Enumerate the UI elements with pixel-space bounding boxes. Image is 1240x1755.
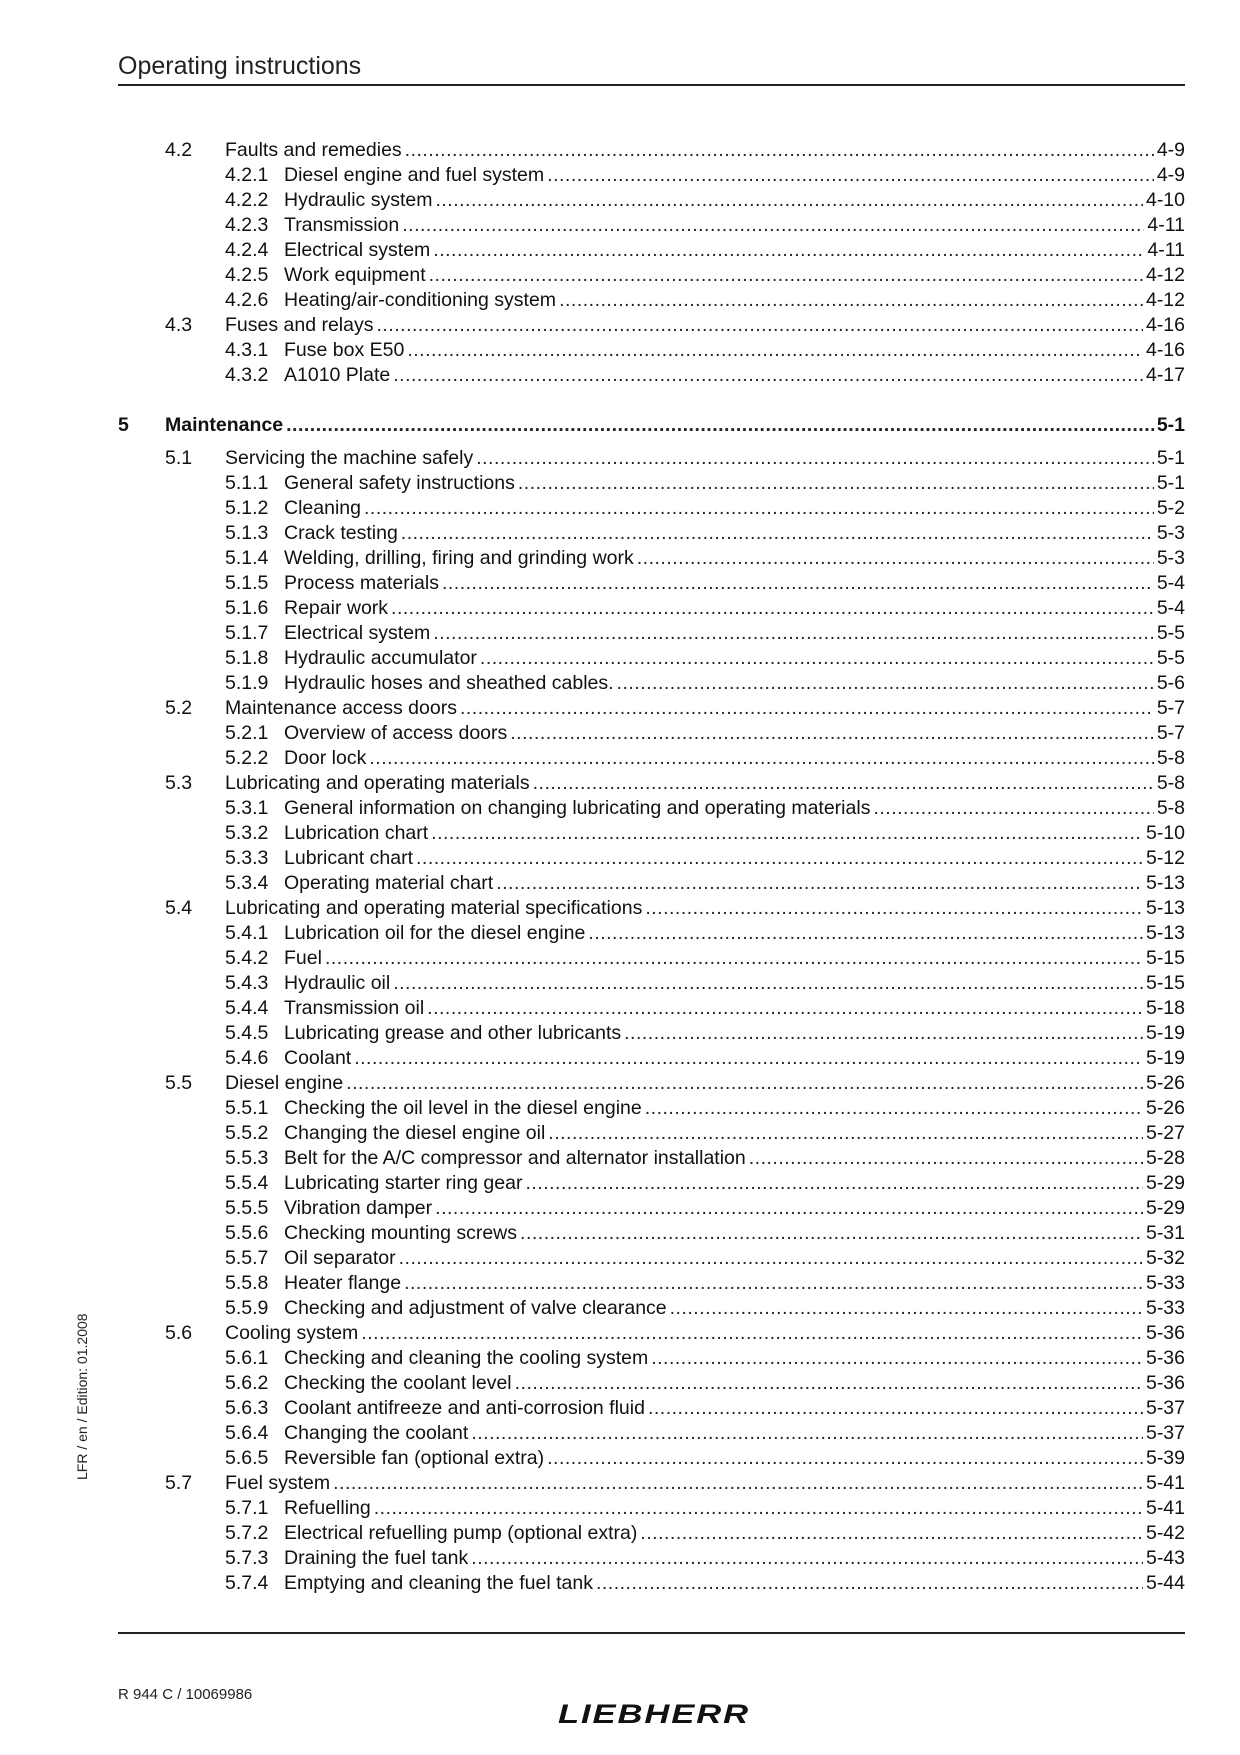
toc-entry-number: 5.7 — [165, 1472, 193, 1494]
toc-entry-page: 5-4 — [1156, 572, 1185, 594]
toc-entry-page: 5-36 — [1145, 1372, 1185, 1394]
toc-leader-dots — [399, 1247, 1143, 1270]
toc-entry-page: 4-17 — [1145, 364, 1185, 386]
toc-entry-page: 5-37 — [1145, 1397, 1185, 1419]
toc-entry — [118, 1298, 1185, 1323]
toc-entry-number: 5.7.3 — [225, 1547, 269, 1569]
toc-leader-dots — [364, 497, 1154, 520]
toc-entry — [118, 623, 1185, 648]
toc-entry-page: 5-3 — [1156, 522, 1185, 544]
toc-entry-title: Lubricating and operating material specifications — [225, 897, 643, 919]
toc-entry-title: Crack testing — [284, 522, 398, 544]
toc-entry — [118, 1398, 1185, 1423]
toc-entry-number: 5.1.4 — [225, 547, 269, 569]
toc-entry-number: 5.3.2 — [225, 822, 269, 844]
toc-leader-dots — [460, 697, 1154, 720]
toc-entry-page: 5-3 — [1156, 547, 1185, 569]
toc-entry — [118, 973, 1185, 998]
toc-entry-number: 4.2.4 — [225, 239, 269, 261]
toc-entry-number: 5.4.4 — [225, 997, 269, 1019]
toc-entry-page: 5-13 — [1145, 922, 1185, 944]
toc-leader-dots — [431, 822, 1143, 845]
toc-entry — [118, 723, 1185, 748]
toc-entry-page: 5-15 — [1145, 947, 1185, 969]
toc-leader-dots — [286, 414, 1154, 437]
toc-entry — [118, 1073, 1185, 1098]
toc-entry-number: 5.5 — [165, 1072, 193, 1094]
toc-entry-number: 5.7.4 — [225, 1572, 269, 1594]
toc-leader-dots — [361, 1322, 1143, 1345]
toc-entry-number: 5.4 — [165, 897, 193, 919]
toc-leader-dots — [471, 1422, 1143, 1445]
toc-entry-number: 4.3.1 — [225, 339, 269, 361]
toc-leader-dots — [393, 364, 1143, 387]
toc-entry — [118, 1423, 1185, 1448]
toc-entry — [118, 673, 1185, 698]
toc-entry-title: Oil separator — [284, 1247, 396, 1269]
toc-entry-title: Changing the coolant — [284, 1422, 469, 1444]
toc-leader-dots — [369, 747, 1153, 770]
toc-leader-dots — [749, 1147, 1143, 1170]
toc-entry-title: Electrical system — [284, 239, 431, 261]
toc-entry-number: 5 — [118, 414, 129, 436]
toc-entry-number: 4.2.2 — [225, 189, 269, 211]
toc-entry-page: 4-12 — [1145, 264, 1185, 286]
toc-entry — [118, 873, 1185, 898]
toc-entry-title: Checking and adjustment of valve clearance — [284, 1297, 667, 1319]
toc-leader-dots — [510, 722, 1154, 745]
toc-leader-dots — [624, 1022, 1143, 1045]
toc-entry-number: 5.3.1 — [225, 797, 269, 819]
toc-entry-title: Checking mounting screws — [284, 1222, 518, 1244]
toc-entry — [118, 1223, 1185, 1248]
toc-leader-dots — [377, 314, 1143, 337]
toc-entry — [118, 265, 1185, 290]
toc-entry-title: Process materials — [284, 572, 439, 594]
toc-entry — [118, 898, 1185, 923]
toc-entry-number: 4.2.3 — [225, 214, 269, 236]
toc-entry-page: 5-5 — [1156, 622, 1185, 644]
toc-entry-number: 5.7.2 — [225, 1522, 269, 1544]
toc-entry-page: 5-7 — [1156, 722, 1185, 744]
toc-entry — [118, 1473, 1185, 1498]
toc-entry-title: Refuelling — [284, 1497, 371, 1519]
header-divider — [118, 84, 1185, 86]
toc-entry — [118, 414, 1185, 440]
toc-leader-dots — [496, 872, 1143, 895]
toc-entry-title: General safety instructions — [284, 472, 515, 494]
toc-leader-dots — [333, 1472, 1143, 1495]
toc-entry-page: 5-8 — [1156, 747, 1185, 769]
toc-entry-title: Emptying and cleaning the fuel tank — [284, 1572, 593, 1594]
toc-leader-dots — [416, 847, 1143, 870]
toc-entry-page: 5-1 — [1156, 472, 1185, 494]
toc-entry-number: 5.4.1 — [225, 922, 269, 944]
toc-entry-title: Cooling system — [225, 1322, 359, 1344]
toc-entry-number: 4.3.2 — [225, 364, 269, 386]
toc-leader-dots — [374, 1497, 1143, 1520]
toc-entry — [118, 448, 1185, 473]
toc-leader-dots — [480, 647, 1154, 670]
toc-entry-number: 5.1.5 — [225, 572, 269, 594]
toc-entry-title: Transmission — [284, 214, 400, 236]
toc-entry-page: 5-32 — [1145, 1247, 1185, 1269]
toc-leader-dots — [648, 1397, 1143, 1420]
toc-entry-page: 5-13 — [1145, 897, 1185, 919]
toc-entry-number: 5.5.2 — [225, 1122, 269, 1144]
toc-entry-number: 5.4.5 — [225, 1022, 269, 1044]
toc-leader-dots — [471, 1547, 1143, 1570]
toc-entry-number: 5.3 — [165, 772, 193, 794]
toc-entry — [118, 1148, 1185, 1173]
toc-entry — [118, 1023, 1185, 1048]
toc-entry-page: 5-27 — [1145, 1122, 1185, 1144]
footer-divider — [118, 1632, 1185, 1634]
toc-entry-page: 4-9 — [1156, 139, 1185, 161]
toc-entry — [118, 773, 1185, 798]
toc-entry-title: Lubricant chart — [284, 847, 413, 869]
toc-entry-page: 5-31 — [1145, 1222, 1185, 1244]
toc-entry-number: 5.6.2 — [225, 1372, 269, 1394]
toc-entry — [118, 848, 1185, 873]
toc-leader-dots — [645, 1097, 1143, 1120]
toc-entry — [118, 190, 1185, 215]
toc-entry-number: 5.5.4 — [225, 1172, 269, 1194]
toc-entry-page: 4-11 — [1147, 239, 1185, 261]
toc-leader-dots — [640, 1522, 1143, 1545]
toc-entry — [118, 923, 1185, 948]
toc-leader-dots — [325, 947, 1143, 970]
toc-entry-page: 5-10 — [1145, 822, 1185, 844]
toc-entry — [118, 215, 1185, 240]
toc-entry — [118, 1348, 1185, 1373]
toc-entry-page: 5-29 — [1145, 1172, 1185, 1194]
toc-entry-number: 5.5.8 — [225, 1272, 269, 1294]
toc-leader-dots — [393, 972, 1143, 995]
toc-entry-page: 5-6 — [1156, 672, 1185, 694]
toc-entry-title: Hydraulic hoses and sheathed cables. — [284, 672, 614, 694]
toc-entry-title: Electrical refuelling pump (optional extra) — [284, 1522, 638, 1544]
toc-entry-number: 5.3.4 — [225, 872, 269, 894]
toc-entry — [118, 548, 1185, 573]
toc-entry-title: Draining the fuel tank — [284, 1547, 469, 1569]
toc-entry — [118, 498, 1185, 523]
toc-entry — [118, 1548, 1185, 1573]
toc-entry-number: 5.2.2 — [225, 747, 269, 769]
toc-entry-page: 4-16 — [1145, 314, 1185, 336]
toc-entry-page: 5-36 — [1145, 1347, 1185, 1369]
toc-entry-number: 5.1.6 — [225, 597, 269, 619]
toc-entry-title: Welding, drilling, firing and grinding work — [284, 547, 634, 569]
toc-entry — [118, 1123, 1185, 1148]
toc-entry-page: 5-41 — [1145, 1472, 1185, 1494]
toc-entry-page: 5-42 — [1145, 1522, 1185, 1544]
toc-entry-page: 5-26 — [1145, 1097, 1185, 1119]
toc-entry-page: 5-1 — [1156, 414, 1185, 436]
toc-entry-page: 5-8 — [1156, 772, 1185, 794]
toc-entry-number: 5.6.4 — [225, 1422, 269, 1444]
toc-entry-title: Transmission oil — [284, 997, 425, 1019]
toc-entry-title: Work equipment — [284, 264, 426, 286]
toc-entry-title: Maintenance — [165, 414, 284, 436]
toc-entry — [118, 1248, 1185, 1273]
toc-leader-dots — [433, 622, 1154, 645]
toc-entry — [118, 315, 1185, 340]
toc-entry-page: 5-1 — [1156, 447, 1185, 469]
toc-entry — [118, 1523, 1185, 1548]
toc-entry — [118, 1098, 1185, 1123]
toc-entry — [118, 648, 1185, 673]
toc-leader-dots — [407, 339, 1143, 362]
toc-entry — [118, 698, 1185, 723]
toc-entry — [118, 1373, 1185, 1398]
toc-entry-title: Electrical system — [284, 622, 431, 644]
toc-entry-number: 5.2 — [165, 697, 193, 719]
toc-entry-title: Reversible fan (optional extra) — [284, 1447, 545, 1469]
toc-entry-number: 5.4.6 — [225, 1047, 269, 1069]
toc-entry — [118, 598, 1185, 623]
toc-leader-dots — [433, 239, 1144, 262]
toc-entry-title: Coolant antifreeze and anti-corrosion fluid — [284, 1397, 645, 1419]
toc-entry — [118, 1173, 1185, 1198]
toc-entry-title: Checking the oil level in the diesel engine — [284, 1097, 642, 1119]
toc-entry-title: Lubricating starter ring gear — [284, 1172, 523, 1194]
toc-entry-page: 5-13 — [1145, 872, 1185, 894]
toc-entry-number: 5.5.1 — [225, 1097, 269, 1119]
toc-entry — [118, 523, 1185, 548]
toc-entry-title: Servicing the machine safely — [225, 447, 474, 469]
toc-leader-dots — [442, 572, 1154, 595]
toc-entry-page: 5-43 — [1145, 1547, 1185, 1569]
toc-entry-page: 5-28 — [1145, 1147, 1185, 1169]
toc-entry-title: Lubrication oil for the diesel engine — [284, 922, 586, 944]
toc-leader-dots — [346, 1072, 1143, 1095]
toc-entry — [118, 290, 1185, 315]
toc-leader-dots — [520, 1222, 1143, 1245]
toc-entry-page: 5-7 — [1156, 697, 1185, 719]
toc-leader-dots — [559, 289, 1143, 312]
toc-entry-page: 5-18 — [1145, 997, 1185, 1019]
toc-entry-title: Checking the coolant level — [284, 1372, 512, 1394]
toc-entry-page: 5-12 — [1145, 847, 1185, 869]
toc-entry-title: Coolant — [284, 1047, 352, 1069]
toc-leader-dots — [435, 1197, 1143, 1220]
page-title: Operating instructions — [118, 52, 362, 80]
toc-entry-number: 4.2.6 — [225, 289, 269, 311]
toc-entry-number: 5.6.5 — [225, 1447, 269, 1469]
toc-entry — [118, 1198, 1185, 1223]
toc-entry-page: 5-44 — [1145, 1572, 1185, 1594]
toc-entry-number: 5.2.1 — [225, 722, 269, 744]
toc-entry-title: Heating/air-conditioning system — [284, 289, 557, 311]
toc-leader-dots — [670, 1297, 1143, 1320]
liebherr-logo-text: LIEBHERR — [558, 1700, 750, 1726]
toc-entry — [118, 365, 1185, 390]
toc-entry-page: 5-2 — [1156, 497, 1185, 519]
toc-leader-dots — [651, 1347, 1143, 1370]
toc-leader-dots — [429, 264, 1143, 287]
toc-entry-page: 5-15 — [1145, 972, 1185, 994]
toc-entry-title: Belt for the A/C compressor and alternator installation — [284, 1147, 746, 1169]
toc-entry-number: 5.4.2 — [225, 947, 269, 969]
toc-entry-title: Lubrication chart — [284, 822, 429, 844]
toc-entry-number: 4.2.1 — [225, 164, 269, 186]
toc-leader-dots — [525, 1172, 1143, 1195]
toc-entry-title: Hydraulic oil — [284, 972, 391, 994]
toc-leader-dots — [617, 672, 1154, 695]
toc-entry — [118, 748, 1185, 773]
toc-entry-title: Hydraulic system — [284, 189, 433, 211]
toc-entry-page: 4-16 — [1145, 339, 1185, 361]
toc-entry-number: 5.1.7 — [225, 622, 269, 644]
toc-entry-title: Lubricating grease and other lubricants — [284, 1022, 622, 1044]
toc-entry-title: Fuses and relays — [225, 314, 374, 336]
toc-entry-page: 5-41 — [1145, 1497, 1185, 1519]
toc-entry-title: Heater flange — [284, 1272, 402, 1294]
toc-leader-dots — [476, 447, 1154, 470]
edition-note: LFR / en / Edition: 01.2008 — [74, 1313, 90, 1480]
toc-entry — [118, 340, 1185, 365]
toc-entry — [118, 998, 1185, 1023]
toc-leader-dots — [637, 547, 1154, 570]
toc-entry-number: 5.4.3 — [225, 972, 269, 994]
toc-leader-dots — [404, 1272, 1143, 1295]
toc-entry — [118, 948, 1185, 973]
toc-leader-dots — [427, 997, 1143, 1020]
toc-entry-title: Fuel system — [225, 1472, 331, 1494]
toc-entry-number: 5.1.1 — [225, 472, 269, 494]
toc-entry-number: 5.5.3 — [225, 1147, 269, 1169]
toc-entry-title: Fuse box E50 — [284, 339, 405, 361]
toc-entry-title: A1010 Plate — [284, 364, 391, 386]
toc-entry — [118, 823, 1185, 848]
toc-entry-number: 5.5.9 — [225, 1297, 269, 1319]
toc-leader-dots — [405, 139, 1154, 162]
toc-leader-dots — [402, 214, 1144, 237]
liebherr-logo — [556, 1700, 752, 1726]
toc-entry-number: 5.1.2 — [225, 497, 269, 519]
toc-entry-title: Faults and remedies — [225, 139, 402, 161]
toc-leader-dots — [873, 797, 1153, 820]
toc-entry-page: 5-29 — [1145, 1197, 1185, 1219]
toc-entry-number: 4.2 — [165, 139, 193, 161]
toc-entry-number: 5.6.1 — [225, 1347, 269, 1369]
toc-entry — [118, 1573, 1185, 1598]
toc-leader-dots — [391, 597, 1154, 620]
toc-leader-dots — [533, 772, 1154, 795]
document-id: R 944 C / 10069986 — [118, 1686, 253, 1703]
toc-entry-title: Hydraulic accumulator — [284, 647, 477, 669]
toc-entry-page: 5-5 — [1156, 647, 1185, 669]
toc-leader-dots — [518, 472, 1154, 495]
toc-entry — [118, 1448, 1185, 1473]
toc-leader-dots — [596, 1572, 1143, 1595]
toc-entry-title: Diesel engine — [225, 1072, 344, 1094]
toc-entry — [118, 240, 1185, 265]
toc-entry-title: Fuel — [284, 947, 322, 969]
toc-entry-number: 5.5.5 — [225, 1197, 269, 1219]
toc-entry-title: Operating material chart — [284, 872, 494, 894]
toc-entry-page: 4-11 — [1147, 214, 1185, 236]
toc-entry-number: 4.2.5 — [225, 264, 269, 286]
toc-entry-page: 5-36 — [1145, 1322, 1185, 1344]
toc-leader-dots — [588, 922, 1143, 945]
toc-entry-title: Door lock — [284, 747, 367, 769]
toc-entry — [118, 573, 1185, 598]
toc-entry-number: 5.1.9 — [225, 672, 269, 694]
toc-leader-dots — [547, 164, 1154, 187]
toc-entry — [118, 1048, 1185, 1073]
toc-entry — [118, 473, 1185, 498]
toc-entry-number: 5.7.1 — [225, 1497, 269, 1519]
toc-entry-page: 5-19 — [1145, 1022, 1185, 1044]
toc-leader-dots — [515, 1372, 1143, 1395]
toc-entry-number: 5.3.3 — [225, 847, 269, 869]
toc-entry-number: 5.6.3 — [225, 1397, 269, 1419]
toc-entry-title: Lubricating and operating materials — [225, 772, 530, 794]
toc-leader-dots — [401, 522, 1154, 545]
toc-entry — [118, 1498, 1185, 1523]
toc-entry-title: Changing the diesel engine oil — [284, 1122, 546, 1144]
toc-entry-page: 5-19 — [1145, 1047, 1185, 1069]
table-of-contents — [118, 140, 1185, 1598]
toc-entry — [118, 140, 1185, 165]
toc-leader-dots — [547, 1447, 1143, 1470]
toc-entry-title: Diesel engine and fuel system — [284, 164, 545, 186]
toc-entry-number: 5.5.7 — [225, 1247, 269, 1269]
toc-entry-number: 5.5.6 — [225, 1222, 269, 1244]
toc-entry — [118, 798, 1185, 823]
toc-entry — [118, 165, 1185, 190]
toc-entry-title: Cleaning — [284, 497, 361, 519]
toc-entry-page: 4-9 — [1156, 164, 1185, 186]
toc-leader-dots — [645, 897, 1143, 920]
toc-entry-page: 5-33 — [1145, 1297, 1185, 1319]
toc-entry-title: Vibration damper — [284, 1197, 433, 1219]
toc-entry-number: 5.1.3 — [225, 522, 269, 544]
toc-entry-page: 5-37 — [1145, 1422, 1185, 1444]
toc-entry-page: 5-26 — [1145, 1072, 1185, 1094]
toc-entry-page: 5-33 — [1145, 1272, 1185, 1294]
toc-entry-page: 5-4 — [1156, 597, 1185, 619]
toc-entry-title: Checking and cleaning the cooling system — [284, 1347, 649, 1369]
toc-leader-dots — [354, 1047, 1143, 1070]
toc-entry-page: 4-12 — [1145, 289, 1185, 311]
toc-leader-dots — [435, 189, 1143, 212]
toc-entry-number: 4.3 — [165, 314, 193, 336]
toc-entry — [118, 1273, 1185, 1298]
toc-entry-number: 5.1 — [165, 447, 193, 469]
toc-entry-page: 5-8 — [1156, 797, 1185, 819]
toc-entry-title: Overview of access doors — [284, 722, 508, 744]
toc-entry-title: General information on changing lubricating and operating materials — [284, 797, 871, 819]
toc-entry-number: 5.6 — [165, 1322, 193, 1344]
toc-entry — [118, 1323, 1185, 1348]
toc-entry-number: 5.1.8 — [225, 647, 269, 669]
toc-entry-page: 5-39 — [1145, 1447, 1185, 1469]
toc-entry-title: Repair work — [284, 597, 389, 619]
toc-entry-title: Maintenance access doors — [225, 697, 457, 719]
toc-leader-dots — [548, 1122, 1143, 1145]
toc-entry-page: 4-10 — [1145, 189, 1185, 211]
